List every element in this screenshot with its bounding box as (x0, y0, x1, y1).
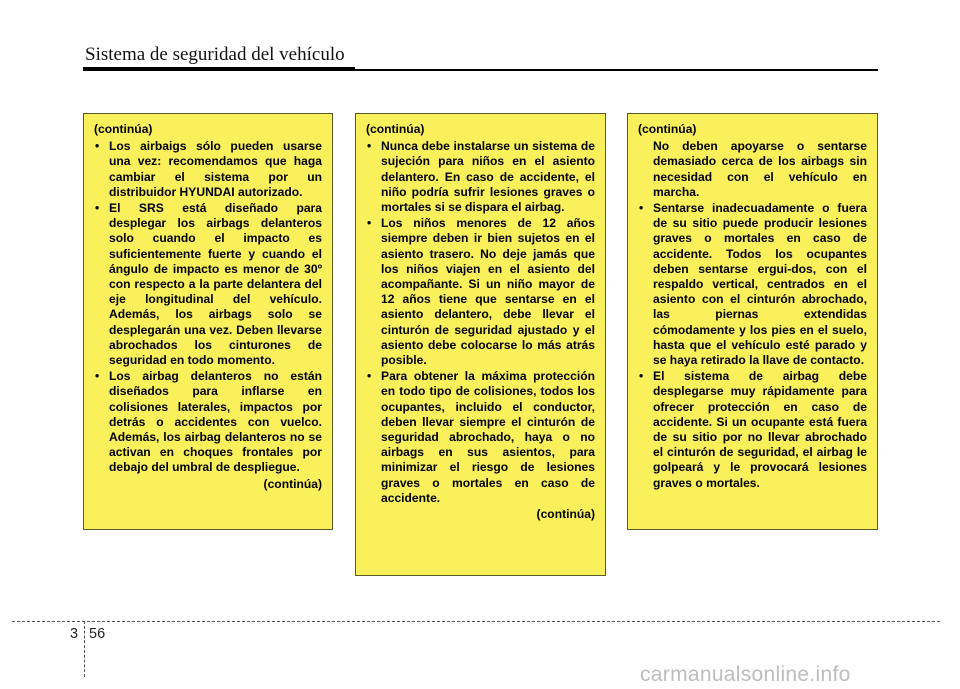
list-item: • Los niños menores de 12 años siempre deben ir bien sujetos en el asiento trasero. No deje jamás que los niños viajen en el asiento del acompañante. Si un niño mayor de 12 años tiene que sentarse en el asiento delantero, debe llevar el cinturón de seguridad ajustado y el asiento debe colocarse lo más atrás posible. (366, 216, 595, 368)
continued-label-trailing: (continúa) (263, 476, 322, 491)
list-item: • Sentarse inadecuadamente o fuera de su sitio puede producir lesiones graves o mortales en caso de accidente. Todos los ocupantes deben sentarse ergui-dos, con el respaldo vertical, centrados en el asiento con el cinturón abrochado, las piernas extendidas cómodamente y los pies en el suelo, hasta que el vehículo esté parado y se haya retirado la llave de contacto. (638, 201, 867, 368)
page-title: Sistema de seguridad del vehículo (85, 44, 345, 65)
warning-box-3 (627, 113, 878, 530)
continued-label: (continúa) (366, 122, 425, 136)
continued-label-trailing: (continúa) (536, 507, 595, 522)
section-number: 3 (70, 626, 79, 642)
continued-label: (continúa) (638, 122, 697, 136)
footer-rule (12, 621, 940, 622)
list-item: • Nunca debe instalarse un sistema de sujeción para niños en el asiento delantero. En caso de accidente, el niño podría sufrir lesiones graves o mortales si se dispara el airbag. (366, 139, 595, 215)
list-item: • El sistema de airbag debe desplegarse muy rápidamente para ofrecer protección en caso de accidente. Si un ocupante está fuera de su sitio por no llevar abrochado el cinturón de seguridad, el airbag le golpeará y le provocará lesiones graves o mortales. (638, 369, 867, 491)
list-item: • Para obtener la máxima protección en todo tipo de colisiones, todos los ocupantes, incluido el conductor, deben llevar siempre el cinturón de seguridad abrochado, haya o no airbags en sus asientos, para minimizar el riesgo de lesiones graves o mortales en caso de accidente. (366, 369, 595, 506)
warning-box-2 (355, 113, 606, 576)
warning-list (366, 139, 595, 506)
page-number: 56 (89, 626, 106, 642)
warning-list (94, 139, 322, 475)
watermark: carmanualsonline.info (640, 663, 851, 686)
warning-list (638, 201, 867, 491)
list-item: • El SRS está diseñado para desplegar los airbags delanteros solo cuando el impacto es suficientemente fuerte y cuando el ángulo de impacto es menor de 30º con respecto a la parte delantera del eje longitudinal del vehículo. Además, los airbags solo se desplegarán una vez. Deben llevarse abrochados los cinturones de seguridad en todo momento. (94, 201, 322, 368)
continued-label: (continúa) (94, 122, 153, 136)
warning-box-1 (83, 113, 333, 530)
header-rule (83, 69, 878, 71)
intro-paragraph: No deben apoyarse o sentarse demasiado cerca de los airbags sin necesidad con el vehículo en marcha. (653, 139, 867, 199)
list-item: • Los airbag delanteros no están diseñados para inflarse en colisiones laterales, impactos por detrás o accidentes con vuelco. Además, los airbag delanteros no se activan en choques frontales por debajo del umbral de despliegue. (94, 369, 322, 475)
list-item: • Los airbaigs sólo pueden usarse una vez: recomendamos que haga cambiar el sistema por un distribuidor HYUNDAI autorizado. (94, 139, 322, 200)
footer-divider (84, 621, 85, 677)
